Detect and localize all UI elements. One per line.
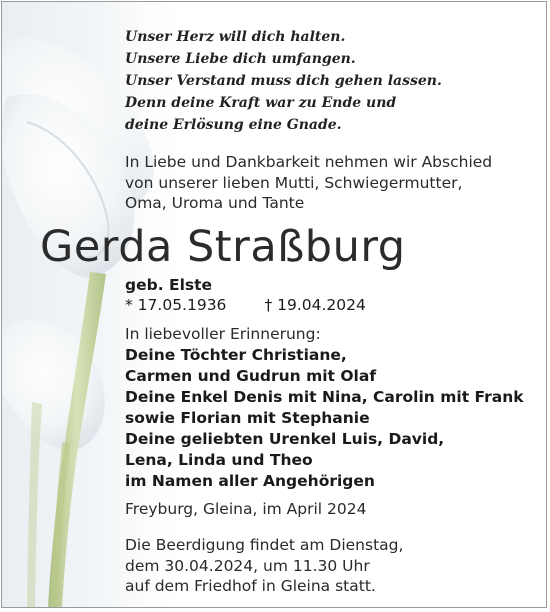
poem-line: deine Erlösung eine Gnade. <box>125 117 342 133</box>
birth-date: * 17.05.1936 <box>125 296 227 314</box>
poem-line: Unser Verstand muss dich gehen lassen. <box>125 73 442 89</box>
mourner-line: Carmen und Gudrun mit Olaf <box>125 366 377 385</box>
life-dates <box>125 295 366 315</box>
mourner-line: sowie Florian mit Stephanie <box>125 408 370 427</box>
intro-line: Oma, Uroma und Tante <box>125 194 305 212</box>
obituary-notice <box>1 1 547 608</box>
text-layer <box>2 2 547 608</box>
poem-line: Denn deine Kraft war zu Ende und <box>125 95 397 111</box>
mourner-line: Lena, Linda und Theo <box>125 450 313 469</box>
mourner-line: im Namen aller Angehörigen <box>125 471 375 490</box>
funeral-line: dem 30.04.2024, um 11.30 Uhr <box>125 556 370 575</box>
mourners-heading: In liebevoller Erinnerung: <box>125 325 321 343</box>
poem <box>125 26 442 136</box>
funeral-line: Die Beerdigung findet am Dienstag, <box>125 536 404 554</box>
mourner-line: Deine Enkel Denis mit Nina, Carolin mit Frank <box>125 387 524 406</box>
intro-line: von unserer lieben Mutti, Schwiegermutter, <box>125 173 463 192</box>
mourners <box>125 324 524 492</box>
farewell-intro <box>125 152 492 214</box>
mourner-line: Deine geliebten Urenkel Luis, David, <box>125 429 445 448</box>
funeral-line: auf dem Friedhof in Gleina statt. <box>125 577 376 595</box>
mourner-line: Deine Töchter Christiane, <box>125 345 347 364</box>
mourners-list <box>125 345 524 492</box>
place-and-date: Freyburg, Gleina, im April 2024 <box>125 500 367 518</box>
poem-line: Unsere Liebe dich umfangen. <box>125 51 356 67</box>
deceased-name: Gerda Straßburg <box>40 222 406 272</box>
poem-line: Unser Herz will dich halten. <box>125 29 346 45</box>
intro-line: In Liebe und Dankbarkeit nehmen wir Abschied <box>125 153 493 171</box>
funeral-info <box>125 535 403 597</box>
birth-name: geb. Elste <box>125 276 213 294</box>
death-date: † 19.04.2024 <box>264 296 366 314</box>
